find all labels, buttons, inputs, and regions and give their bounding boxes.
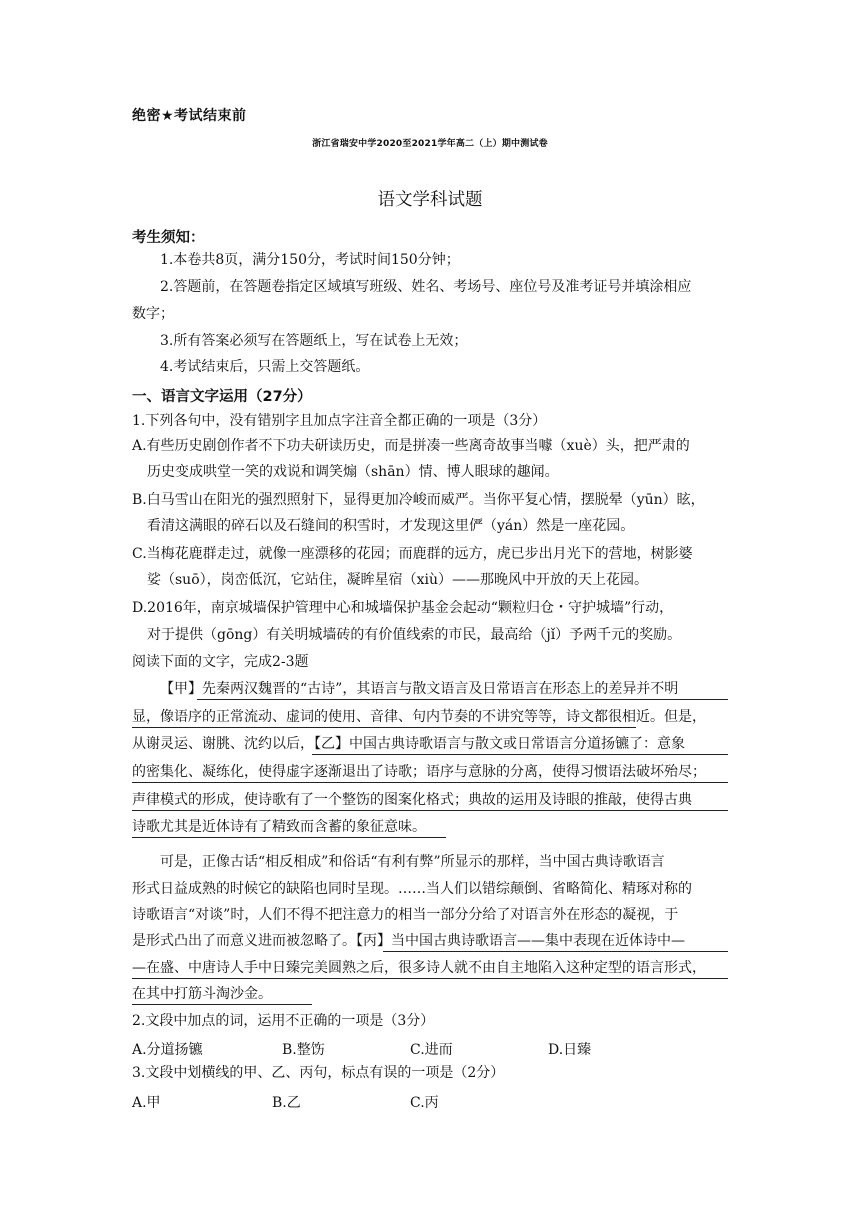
reading-intro: 阅读下面的文字，完成2-3题 <box>132 654 309 670</box>
section-heading: 一、语言文字运用（27分） <box>132 389 312 405</box>
q2-option-c: C.进而 <box>410 1042 453 1058</box>
notice-heading: 考生须知： <box>132 230 205 246</box>
exam-title: 浙江省瑞安中学2020至2021学年高二（上）期中测试卷 <box>312 139 548 149</box>
passage-p1-line: 显，像语序的正常流动、虚词的使用、音律、句内节奏的不讲究等等，诗文都很相近。但是， <box>132 709 706 725</box>
notice-item-continued: 数字； <box>132 306 174 322</box>
passage-p1-line: 从谢灵运、谢朓、沈约以后，【乙】中国古典诗歌语言与散文或日常语言分道扬镳了：意象 <box>132 736 685 752</box>
q1-option-c-cont: 娑（suō），岗峦低沉，它站住，凝眸星宿（xiù）——那晚风中开放的天上花园。 <box>147 572 649 588</box>
q1-option-c: C.当梅花鹿群走过，就像一座漂移的花园；而鹿群的远方，虎已步出月光下的营地，树影婆 <box>132 546 693 562</box>
q2-option-a: A.分道扬镳 <box>132 1042 203 1058</box>
underline-yi-2 <box>132 782 728 783</box>
q1-option-d-cont: 对于提供（gōng）有关明城墙砖的有价值线索的市民，最高给（jǐ）予两千元的奖励。 <box>147 627 682 643</box>
passage-p2-line: —在盛、中唐诗人手中日臻完美圆熟之后，很多诗人就不由自主地陷入这种定型的语言形式， <box>132 960 706 976</box>
q1-option-a-cont: 历史变成哄堂一笑的戏说和调笑煽（shān）情、博人眼球的趣闻。 <box>147 464 559 480</box>
q3-option-c: C.丙 <box>410 1095 439 1111</box>
notice-item: 3.所有答案必须写在答题纸上，写在试卷上无效； <box>160 333 468 349</box>
notice-item: 4.考试结束后，只需上交答题纸。 <box>160 359 370 375</box>
notice-item: 2.答题前，在答题卷指定区域填写班级、姓名、考场号、座位号及准考证号并填涂相应 <box>160 279 692 295</box>
question-1-stem: 1.下列各句中，没有错别字且加点字注音全都正确的一项是（3分） <box>132 413 547 429</box>
q3-option-a: A.甲 <box>132 1095 161 1111</box>
q2-option-d: D.日臻 <box>548 1042 592 1058</box>
q3-option-b: B.乙 <box>272 1095 301 1111</box>
exam-subtitle: 语文学科试题 <box>377 190 483 210</box>
q1-option-b-cont: 看清这满眼的碎石以及石缝间的积雪时，才发现这里俨（yán）然是一座花园。 <box>147 518 635 534</box>
underline-yi-4 <box>132 837 446 838</box>
q1-option-a: A.有些历史剧创作者不下功夫研读历史，而是拼凑一些离奇故事当噱（xuè）头，把严肃的 <box>132 438 690 454</box>
passage-p1-line: 的密集化、凝练化，使得虚字逐渐退出了诗歌；语序与意脉的分离，使得习惯语法破坏殆尽； <box>132 764 706 780</box>
underline-yi-3 <box>132 810 728 811</box>
underline-jia-1 <box>197 699 728 700</box>
underline-yi-1 <box>312 754 728 755</box>
q1-option-d: D.2016年，南京城墙保护管理中心和城墙保护基金会起动“颗粒归仓・守护城墙”行动， <box>132 600 674 616</box>
q2-option-b: B.整饬 <box>282 1042 325 1058</box>
passage-p2-line: 在其中打筋斗淘沙金。 <box>132 986 272 1002</box>
confidential-label: 绝密★考试结束前 <box>132 108 247 124</box>
passage-p1-line: 声律模式的形成，使诗歌有了一个整饬的图案化格式；典故的运用及诗眼的推敲，使得古典 <box>132 792 692 808</box>
passage-p1-line: 【甲】先秦两汉魏晋的“古诗”，其语言与散文语言及日常语言在形态上的差异并不明 <box>160 681 679 697</box>
underline-bing-3 <box>132 1004 312 1005</box>
passage-p2-line: 诗歌语言“对谈”时，人们不得不把注意力的相当一部分分给了对语言外在形态的凝视，于 <box>132 907 679 923</box>
passage-p2-line: 形式日益成熟的时候它的缺陷也同时呈现。……当人们以错综颠倒、省略简化、精琢对称的 <box>132 881 692 897</box>
notice-item: 1.本卷共8页，满分150分，考试时间150分钟； <box>160 252 460 268</box>
underline-bing-1 <box>383 951 728 952</box>
q1-option-b: B.白马雪山在阳光的强烈照射下，显得更加冷峻而威严。当你平复心情，摆脱晕（yūn）眩， <box>132 492 705 508</box>
passage-p2-line: 可是，正像古话“相反相成”和俗话“有利有弊”所显示的那样，当中国古典诗歌语言 <box>160 854 665 870</box>
question-3-stem: 3.文段中划横线的甲、乙、丙句，标点有误的一项是（2分） <box>132 1065 505 1081</box>
passage-p1-line: 诗歌尤其是近体诗有了精致而含蓄的象征意味。 <box>132 819 426 835</box>
question-2-stem: 2.文段中加点的词，运用不正确的一项是（3分） <box>132 1013 435 1029</box>
underline-bing-2 <box>132 978 728 979</box>
underline-jia-2 <box>132 727 636 728</box>
passage-p2-line: 是形式凸出了而意义进而被忽略了。【丙】当中国古典诗歌语言——集中表现在近体诗中— <box>132 933 685 949</box>
